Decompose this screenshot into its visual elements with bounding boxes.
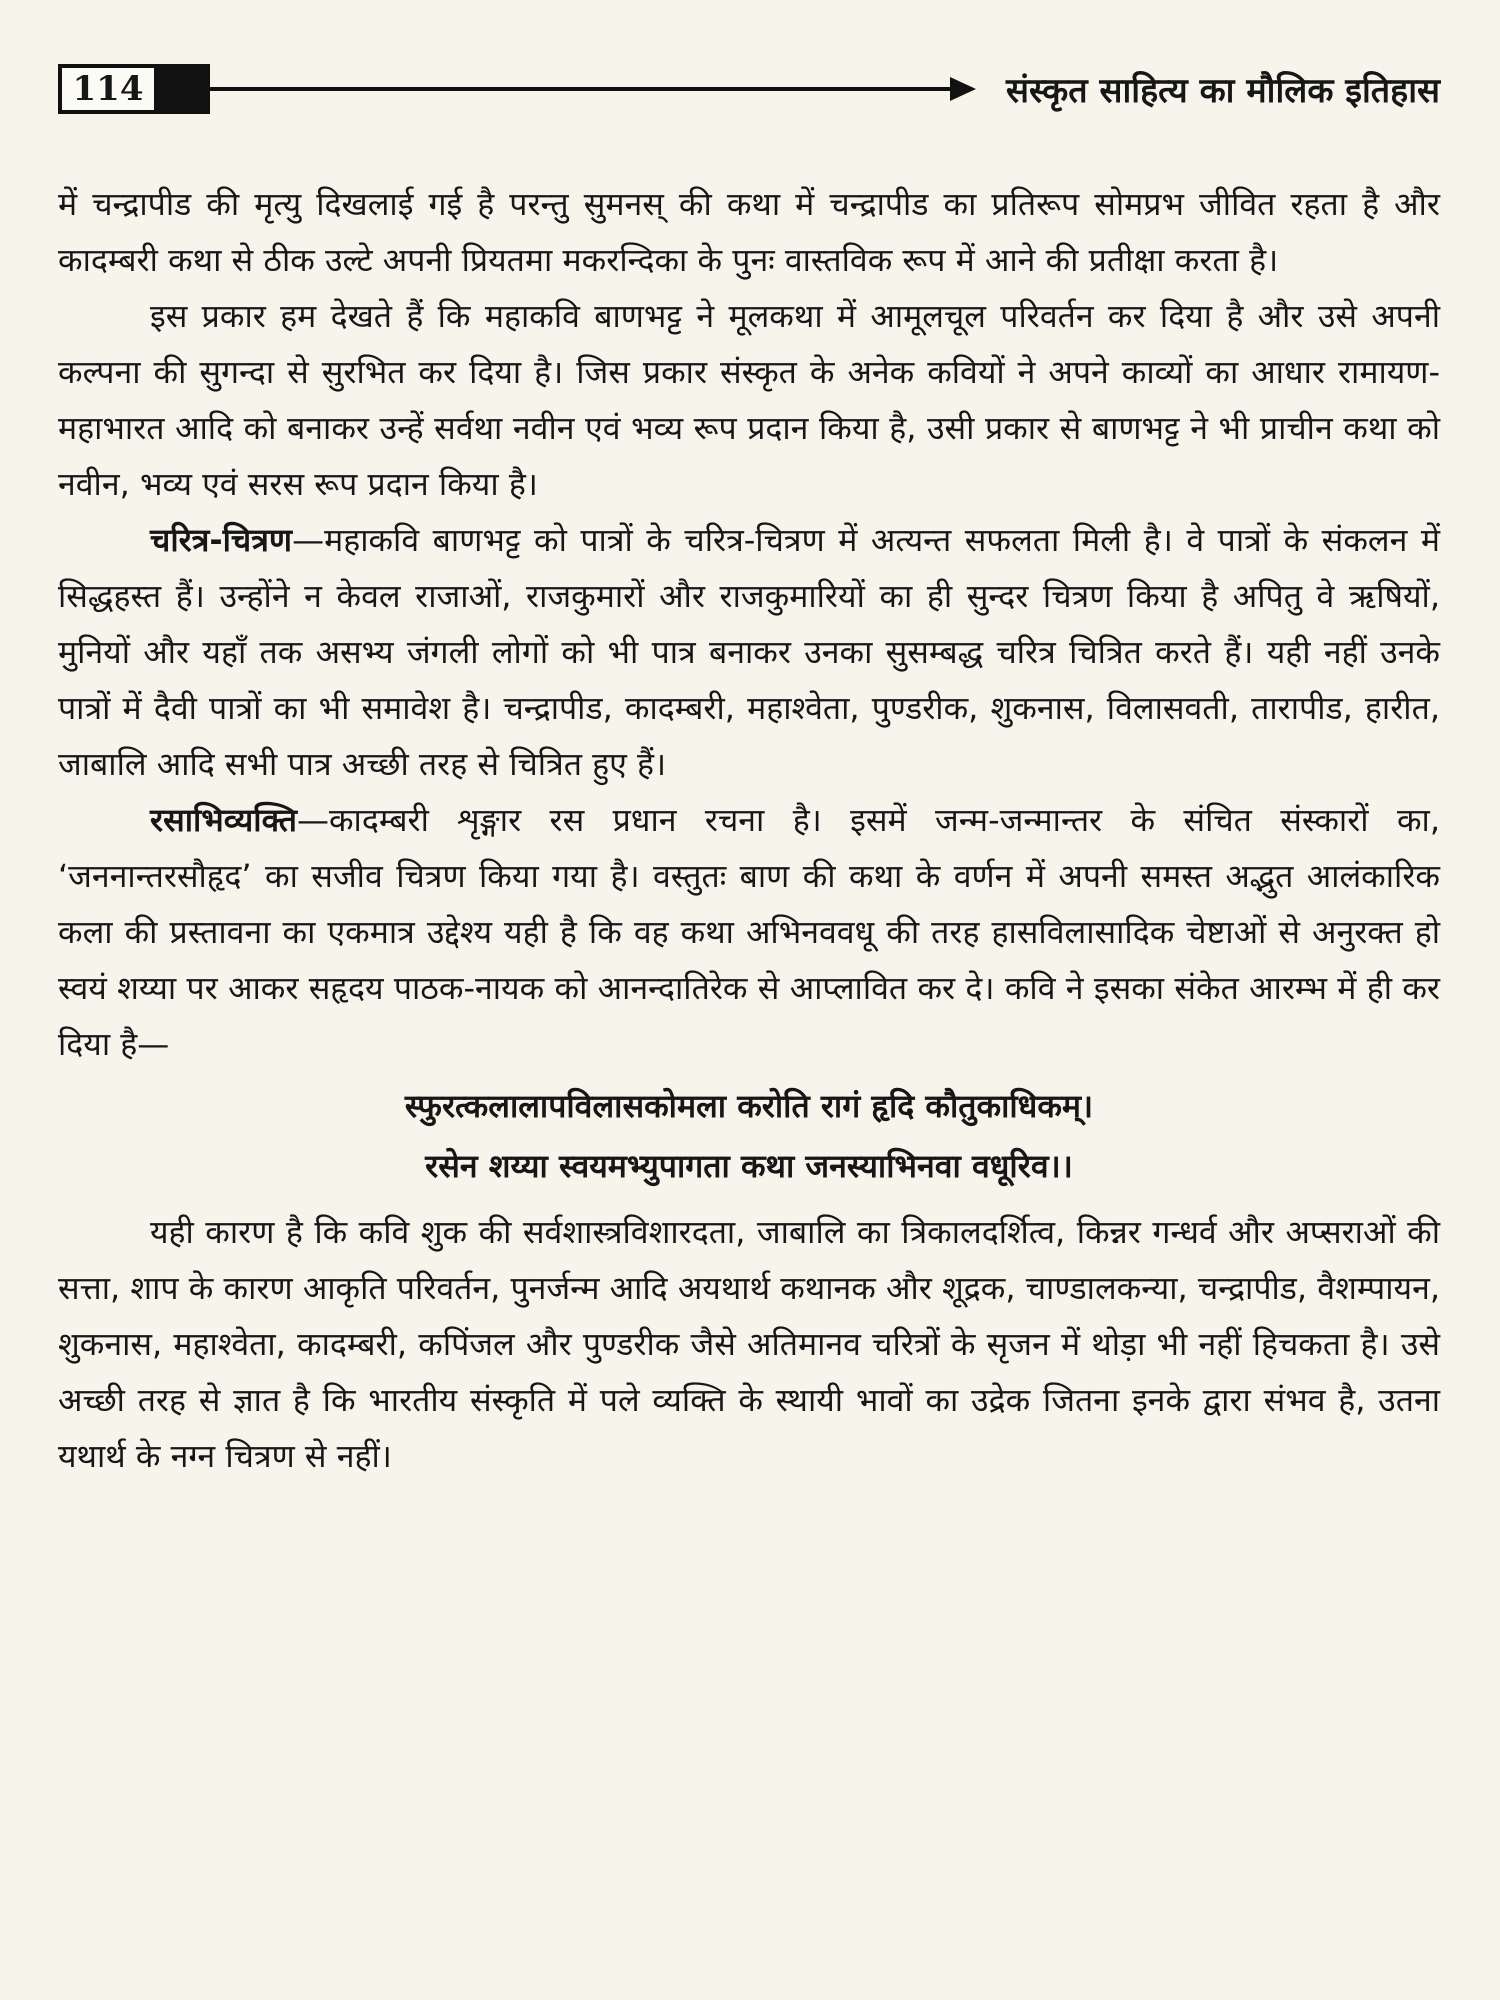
paragraph-characterization bbox=[58, 512, 1440, 792]
section-term: चरित्र-चित्रण bbox=[150, 521, 293, 559]
paragraph-mulkatha bbox=[58, 288, 1440, 512]
paragraph-text: —महाकवि बाणभट्ट को पात्रों के चरित्र-चित्रण में अत्यन्त सफलता मिली है। वे पात्रों के संकलन में सिद्धहस्त हैं। उन्होंने न केवल राजाओं, राजकुमारों और राजकुमारियों का ही सुन्दर चित्रण किया है अपितु वे ऋषियों, मुनियों और यहाँ तक असभ्य जंगली लोगों को भी पात्र बनाकर उनका सुसम्बद्ध चरित्र चित्रित करते हैं। यही नहीं उनके पात्रों में दैवी पात्रों का भी समावेश है। चन्द्रापीड, कादम्बरी, महाश्वेता, पुण्डरीक, शुकनास, विलासवती, तारापीड, हारीत, जाबालि आदि सभी पात्र अच्छी तरह से चित्रित हुए हैं। bbox=[58, 521, 1440, 783]
sanskrit-verse bbox=[58, 1076, 1440, 1196]
page-number: 114 bbox=[58, 64, 158, 114]
paragraph-text: —कादम्बरी शृङ्गार रस प्रधान रचना है। इसमें जन्म-जन्मान्तर के संचित संस्कारों का, ‘जननान्तरसौहृद’ का सजीव चित्रण किया गया है। वस्तुतः बाण की कथा के वर्णन में अपनी समस्त अद्भुत आलंकारिक कला की प्रस्तावना का एकमात्र उद्देश्य यही है कि वह कथा अभिनववधू की तरह हासविलासादिक चेष्टाओं से अनुरक्त हो स्वयं शय्या पर आकर सहृदय पाठक-नायक को आनन्दातिरेक से आप्लावित कर दे। कवि ने इसका संकेत आरम्भ में ही कर दिया है— bbox=[58, 801, 1440, 1063]
page-header bbox=[58, 58, 1440, 120]
page-body bbox=[58, 176, 1440, 1484]
paragraph-conclusion bbox=[58, 1204, 1440, 1484]
verse-line-2: रसेन शय्या स्वयमभ्युपागता कथा जनस्याभिनवा वधूरिव।। bbox=[425, 1147, 1073, 1185]
paragraph-continuation bbox=[58, 176, 1440, 288]
arrow-head-icon bbox=[950, 77, 976, 101]
paragraph-rasa bbox=[58, 792, 1440, 1072]
header-arrow-rule bbox=[210, 87, 958, 91]
running-title: संस्कृत साहित्य का मौलिक इतिहास bbox=[1005, 71, 1440, 111]
section-term: रसाभिव्यक्ति bbox=[150, 801, 297, 839]
page-number-block bbox=[158, 64, 210, 114]
paragraph-text: में चन्द्रापीड की मृत्यु दिखलाई गई है परन्तु सुमनस् की कथा में चन्द्रापीड का प्रतिरूप सोमप्रभ जीवित रहता है और कादम्बरी कथा से ठीक उल्टे अपनी प्रियतमा मकरन्दिका के पुनः वास्तविक रूप में आने की प्रतीक्षा करता है। bbox=[58, 185, 1440, 279]
paragraph-text: इस प्रकार हम देखते हैं कि महाकवि बाणभट्ट ने मूलकथा में आमूलचूल परिवर्तन कर दिया है और उसे अपनी कल्पना की सुगन्दा से सुरभित कर दिया है। जिस प्रकार संस्कृत के अनेक कवियों ने अपने काव्यों का आधार रामायण-महाभारत आदि को बनाकर उन्हें सर्वथा नवीन एवं भव्य रूप प्रदान किया है, उसी प्रकार से बाणभट्ट ने भी प्राचीन कथा को नवीन, भव्य एवं सरस रूप प्रदान किया है। bbox=[58, 297, 1440, 503]
verse-line-1: स्फुरत्कलालापविलासकोमला करोति रागं हृदि कौतुकाधिकम्। bbox=[404, 1087, 1094, 1125]
paragraph-text: यही कारण है कि कवि शुक की सर्वशास्त्रविशारदता, जाबालि का त्रिकालदर्शित्व, किन्नर गन्धर्व और अप्सराओं की सत्ता, शाप के कारण आकृति परिवर्तन, पुनर्जन्म आदि अयथार्थ कथानक और शूद्रक, चाण्डालकन्या, चन्द्रापीड, वैशम्पायन, शुकनास, महाश्वेता, कादम्बरी, कपिंजल और पुण्डरीक जैसे अतिमानव चरित्रों के सृजन में थोड़ा भी नहीं हिचकता है। उसे अच्छी तरह से ज्ञात है कि भारतीय संस्कृति में पले व्यक्ति के स्थायी भावों का उद्रेक जितना इनके द्वारा संभव है, उतना यथार्थ के नग्न चित्रण से नहीं। bbox=[58, 1213, 1440, 1475]
